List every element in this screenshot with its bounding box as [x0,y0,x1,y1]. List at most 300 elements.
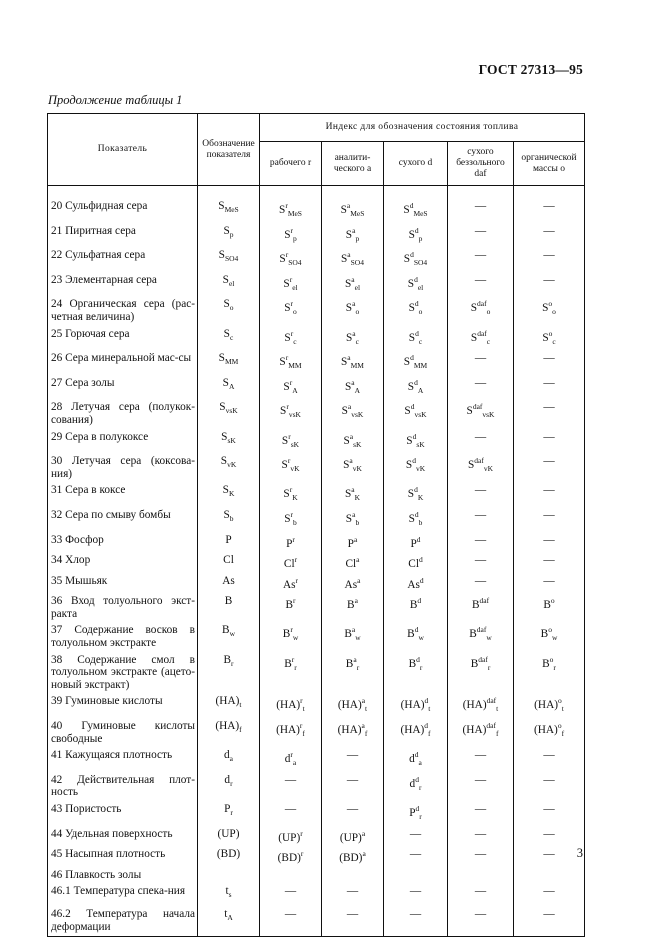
cell-working [260,223,322,248]
symbol-superscript: d [416,654,420,664]
symbol-base: — [284,773,297,786]
symbol-base: S [223,224,230,237]
cell-organic [514,906,585,936]
symbol-base: S [407,380,415,393]
symbol-superscript: a [361,721,365,731]
symbol-base: S [219,401,226,414]
symbol-superscript: d [415,328,419,338]
symbol-subscript: vK [415,464,426,474]
symbol-base: S [279,356,286,369]
cell-working [260,906,322,936]
symbol-superscript: a [351,485,355,495]
cell-dry [384,652,448,694]
symbol-subscript: MeS [287,209,302,218]
symbol-base: B [542,657,550,670]
cell-analytical [322,826,384,847]
symbol-base: S [222,273,229,286]
table-row [48,693,585,718]
symbol-superscript: d [412,456,416,466]
symbol-subscript: vK [483,464,494,474]
symbol-superscript: a [357,575,361,585]
indicator-name: 29 Сера в полукоксе [48,429,198,454]
cell-dry [384,693,448,718]
symbol-base: (HA) [462,724,487,737]
symbol-subscript: w [486,633,492,643]
symbol-base: P [224,803,231,815]
symbol-base: S [220,455,228,468]
symbol-base: As [344,578,358,591]
symbol-subscript: t [302,704,305,714]
symbol-superscript: r [289,274,293,284]
cell-daf [448,593,514,622]
cell-analytical [322,772,384,801]
symbol-superscript: d [414,625,419,635]
symbol-superscript: daf [478,654,488,664]
symbol-base: S [346,331,353,344]
cell-designation [198,326,260,351]
symbol-base: (HA) [462,699,487,712]
cell-daf [448,272,514,297]
symbol-superscript: a [353,534,358,544]
cell-daf [448,186,514,223]
symbol-base: — [543,827,555,840]
cell-daf [448,867,514,884]
header-dry: сухого d [384,142,448,186]
symbol-subscript: t [365,704,368,714]
symbol-base: S [407,277,415,290]
symbol-subscript: r [230,808,233,817]
cell-analytical [322,801,384,826]
header-working: рабочего r [260,142,322,186]
table-row [48,622,585,651]
symbol-base: S [407,488,415,501]
symbol-subscript: K [228,489,235,499]
symbol-base: — [474,508,487,521]
cell-organic [514,883,585,906]
cell-dry [384,507,448,532]
symbol-base: (HA) [533,724,558,737]
symbol-base: S [470,302,477,315]
symbol-subscript: p [229,229,234,239]
symbol-base: — [543,508,555,521]
symbol-base: — [543,484,555,497]
indicator-name: 38 Содержание смол в толуольном экстракте (ацето-новый экстракт) [48,652,198,694]
symbol-superscript: r [288,431,291,441]
symbol-subscript: t [428,704,431,714]
table-row [48,482,585,507]
symbol-subscript: o [293,307,297,317]
symbol-subscript: o [486,307,491,317]
symbol-base: B [285,599,294,612]
table-caption: Продолжение таблицы 1 [48,93,183,107]
cell-working [260,867,322,884]
symbol-base: S [345,302,353,315]
symbol-superscript: daf [472,402,483,412]
symbol-base: S [345,228,353,241]
table-row [48,350,585,375]
symbol-superscript: r [290,225,294,235]
symbol-subscript: r [294,662,297,672]
table-row [48,375,585,400]
symbol-base: B [408,657,417,670]
cell-analytical [322,718,384,747]
table-row [48,801,585,826]
cell-analytical [322,747,384,772]
symbol-base: (HA) [215,720,240,733]
table-row [48,223,585,248]
symbol-base: — [543,273,555,286]
cell-designation [198,826,260,847]
cell-organic [514,375,585,400]
symbol-base: — [346,803,359,815]
symbol-base: P [347,537,354,550]
cell-designation [198,846,260,867]
symbol-subscript: vsK [288,410,301,420]
cell-daf [448,399,514,428]
indicator-name: 30 Летучая сера (коксова-ния) [48,453,198,482]
symbol-subscript: w [292,633,299,643]
table-row [48,453,585,482]
cell-organic [514,693,585,718]
symbol-superscript: d [415,774,419,784]
symbol-superscript: d [424,696,429,706]
symbol-base: Cl [223,554,234,567]
symbol-subscript: vsK [414,410,427,420]
indicator-name: 23 Элементарная сера [48,272,198,297]
symbol-superscript: a [352,225,356,235]
cell-dry [384,375,448,400]
indicator-name: 35 Мышьяк [48,573,198,594]
indicator-name: 34 Хлор [48,552,198,573]
cell-organic [514,747,585,772]
cell-working [260,507,322,532]
cell-daf [448,846,514,867]
symbol-superscript: d [417,596,422,606]
table-row [48,652,585,694]
cell-dry [384,552,448,573]
symbol-base: — [474,574,487,587]
symbol-subscript: c [552,336,556,346]
symbol-base: S [408,302,415,315]
cell-analytical [322,883,384,906]
symbol-subscript: A [292,385,298,395]
symbol-base: S [403,356,411,369]
symbol-base: (UP) [339,831,362,844]
symbol-base: (HA) [337,699,362,712]
symbol-base: Cl [345,558,357,571]
symbol-base: — [543,908,555,921]
symbol-subscript: a [229,754,233,764]
table-row [48,429,585,454]
cell-designation [198,453,260,482]
symbol-base: B [407,628,415,641]
symbol-subscript: p [355,233,360,243]
table-row [48,552,585,573]
symbol-subscript: w [551,633,558,643]
symbol-superscript: a [353,654,357,664]
table-row [48,883,585,906]
cell-organic [514,429,585,454]
cell-daf [448,718,514,747]
symbol-base: (HA) [400,724,425,737]
cell-designation [198,573,260,594]
indicator-name: 21 Пиритная сера [48,223,198,248]
symbol-base: — [543,401,555,414]
symbol-subscript: f [302,729,305,739]
indicator-name: 44 Удельная поверхность [48,826,198,847]
symbol-base: — [284,803,297,815]
symbol-subscript: a [418,758,422,768]
symbol-base: P [410,537,417,550]
cell-designation [198,272,260,297]
symbol-superscript: d [416,534,421,544]
symbol-subscript: c [418,336,423,346]
indicator-name: 36 Вход толуольного экст-ракта [48,593,198,622]
symbol-base: — [346,908,359,921]
symbol-subscript: A [228,381,235,391]
symbol-superscript: daf [476,625,487,635]
symbol-base: — [543,430,555,443]
symbol-base: B [469,628,477,641]
symbol-superscript: o [558,696,562,706]
symbol-base: — [543,885,555,898]
symbol-superscript: r [291,654,295,664]
cell-working [260,846,322,867]
indicator-name: 46.2 Температура начала деформации [48,906,198,936]
symbol-superscript: daf [486,696,497,706]
symbol-base: — [543,376,555,389]
symbol-superscript: daf [486,721,496,731]
symbol-base: — [543,200,555,212]
symbol-superscript: d [410,250,414,260]
cell-analytical [322,573,384,594]
symbol-base: — [543,803,555,815]
symbol-base: d [224,749,230,762]
symbol-base: — [409,848,422,861]
symbol-subscript: r [419,662,423,672]
cell-dry [384,718,448,747]
symbol-base: — [409,827,422,840]
cell-daf [448,326,514,351]
cell-analytical [322,693,384,718]
cell-daf [448,747,514,772]
symbol-subscript: o [229,303,234,313]
symbol-superscript: a [347,250,351,260]
symbol-subscript: r [487,662,491,672]
symbol-base: S [341,356,348,369]
indicator-name: 22 Сульфатная сера [48,247,198,272]
symbol-subscript: SO4 [224,254,239,264]
symbol-base: — [474,908,487,921]
symbol-subscript: el [292,282,298,292]
table-row [48,247,585,272]
symbol-subscript: o [355,307,360,317]
symbol-subscript: A [354,385,361,395]
symbol-superscript: r [285,353,289,363]
symbol-superscript: a [354,596,358,606]
cell-dry [384,906,448,936]
symbol-base: S [542,331,549,344]
symbol-superscript: a [349,431,354,441]
cell-working [260,622,322,651]
symbol-base: (UP) [278,831,301,844]
symbol-superscript: o [557,721,562,731]
indicator-name: 25 Горючая сера [48,326,198,351]
cell-organic [514,272,585,297]
cell-daf [448,375,514,400]
cell-dry [384,573,448,594]
cell-designation [198,693,260,718]
symbol-base: S [281,459,288,472]
cell-organic [514,507,585,532]
cell-dry [384,826,448,847]
cell-dry [384,350,448,375]
cell-working [260,593,322,622]
cell-daf [448,883,514,906]
symbol-base: B [471,599,480,612]
symbol-superscript: d [409,201,414,210]
symbol-superscript: daf [479,596,490,606]
symbol-subscript: el [354,282,361,292]
symbol-base: — [409,908,422,921]
cell-analytical [322,552,384,573]
cell-daf [448,772,514,801]
symbol-superscript: d [418,555,423,565]
table-row [48,747,585,772]
symbol-base: B [543,599,551,612]
symbol-superscript: d [410,353,414,363]
cell-analytical [322,186,384,223]
symbol-base: S [283,488,290,501]
symbol-base: — [409,885,422,898]
cell-daf [448,350,514,375]
symbol-subscript: f [364,729,368,739]
cell-daf [448,906,514,936]
symbol-base: — [474,200,487,212]
symbol-subscript: r [356,662,360,672]
cell-working [260,326,322,351]
symbol-superscript: d [414,274,418,284]
symbol-superscript: d [414,750,419,760]
symbol-superscript: r [286,402,289,412]
symbol-base: — [543,224,555,237]
symbol-subscript: t [496,704,499,714]
cell-designation [198,867,260,884]
symbol-superscript: o [548,625,552,635]
symbol-superscript: a [351,274,355,284]
cell-designation [198,801,260,826]
cell-designation [198,772,260,801]
symbol-subscript: o [552,307,556,317]
symbol-subscript: s [228,890,232,900]
cell-analytical [322,532,384,553]
symbol-base: — [474,224,487,237]
symbol-subscript: c [229,332,234,342]
symbol-base: — [284,885,297,898]
cell-daf [448,453,514,482]
symbol-base: S [344,277,352,290]
symbol-base: B [284,657,292,670]
cell-dry [384,801,448,826]
symbol-superscript: r [290,328,294,338]
cell-designation [198,883,260,906]
symbol-base: — [474,885,487,898]
indicator-name: 26 Сера минеральной мас-сы [48,350,198,375]
symbol-subscript: c [293,336,297,346]
indicator-name: 40 Гуминовые кислоты свободные [48,718,198,747]
cell-working [260,247,322,272]
symbol-base: — [543,574,555,587]
cell-analytical [322,867,384,884]
symbol-base: As [407,578,420,591]
symbol-base: S [284,228,291,241]
symbol-base: S [281,434,289,447]
cell-designation [198,593,260,622]
symbol-base: S [283,277,290,290]
cell-daf [448,247,514,272]
symbol-superscript: r [300,696,303,706]
cell-working [260,826,322,847]
symbol-base: S [223,508,230,521]
symbol-subscript: K [292,493,298,503]
cell-designation [198,296,260,325]
symbol-superscript: a [361,828,366,838]
cell-designation [198,350,260,375]
symbol-base: S [344,380,352,393]
symbol-base: As [282,578,296,591]
symbol-subscript: b [293,517,297,527]
symbol-base: t [225,885,229,898]
symbol-subscript: MM [350,361,364,371]
cell-analytical [322,375,384,400]
cell-analytical [322,272,384,297]
symbol-base: — [543,249,555,262]
cell-dry [384,482,448,507]
cell-working [260,482,322,507]
cell-daf [448,826,514,847]
symbol-superscript: d [414,377,418,387]
cell-dry [384,223,448,248]
cell-working [260,296,322,325]
cell-designation [198,906,260,936]
cell-daf [448,693,514,718]
symbol-base: — [474,848,487,861]
symbol-superscript: r [289,377,293,387]
symbol-base: (HA) [276,699,301,712]
symbol-superscript: a [362,849,366,859]
symbol-subscript: b [355,517,360,527]
symbol-superscript: a [351,377,355,387]
cell-designation [198,552,260,573]
symbol-base: S [218,249,225,262]
symbol-base: B [470,657,479,670]
symbol-superscript: a [347,353,351,363]
symbol-superscript: d [415,804,420,813]
cell-analytical [322,326,384,351]
symbol-base: B [540,628,549,641]
cell-designation [198,718,260,747]
symbol-subscript: MeS [350,209,365,218]
symbol-base: S [279,253,286,266]
cell-organic [514,846,585,867]
cell-organic [514,247,585,272]
cell-designation [198,429,260,454]
cell-dry [384,772,448,801]
symbol-superscript: r [299,721,303,731]
cell-dry [384,429,448,454]
symbol-base: S [344,488,352,501]
symbol-base: B [282,628,291,641]
